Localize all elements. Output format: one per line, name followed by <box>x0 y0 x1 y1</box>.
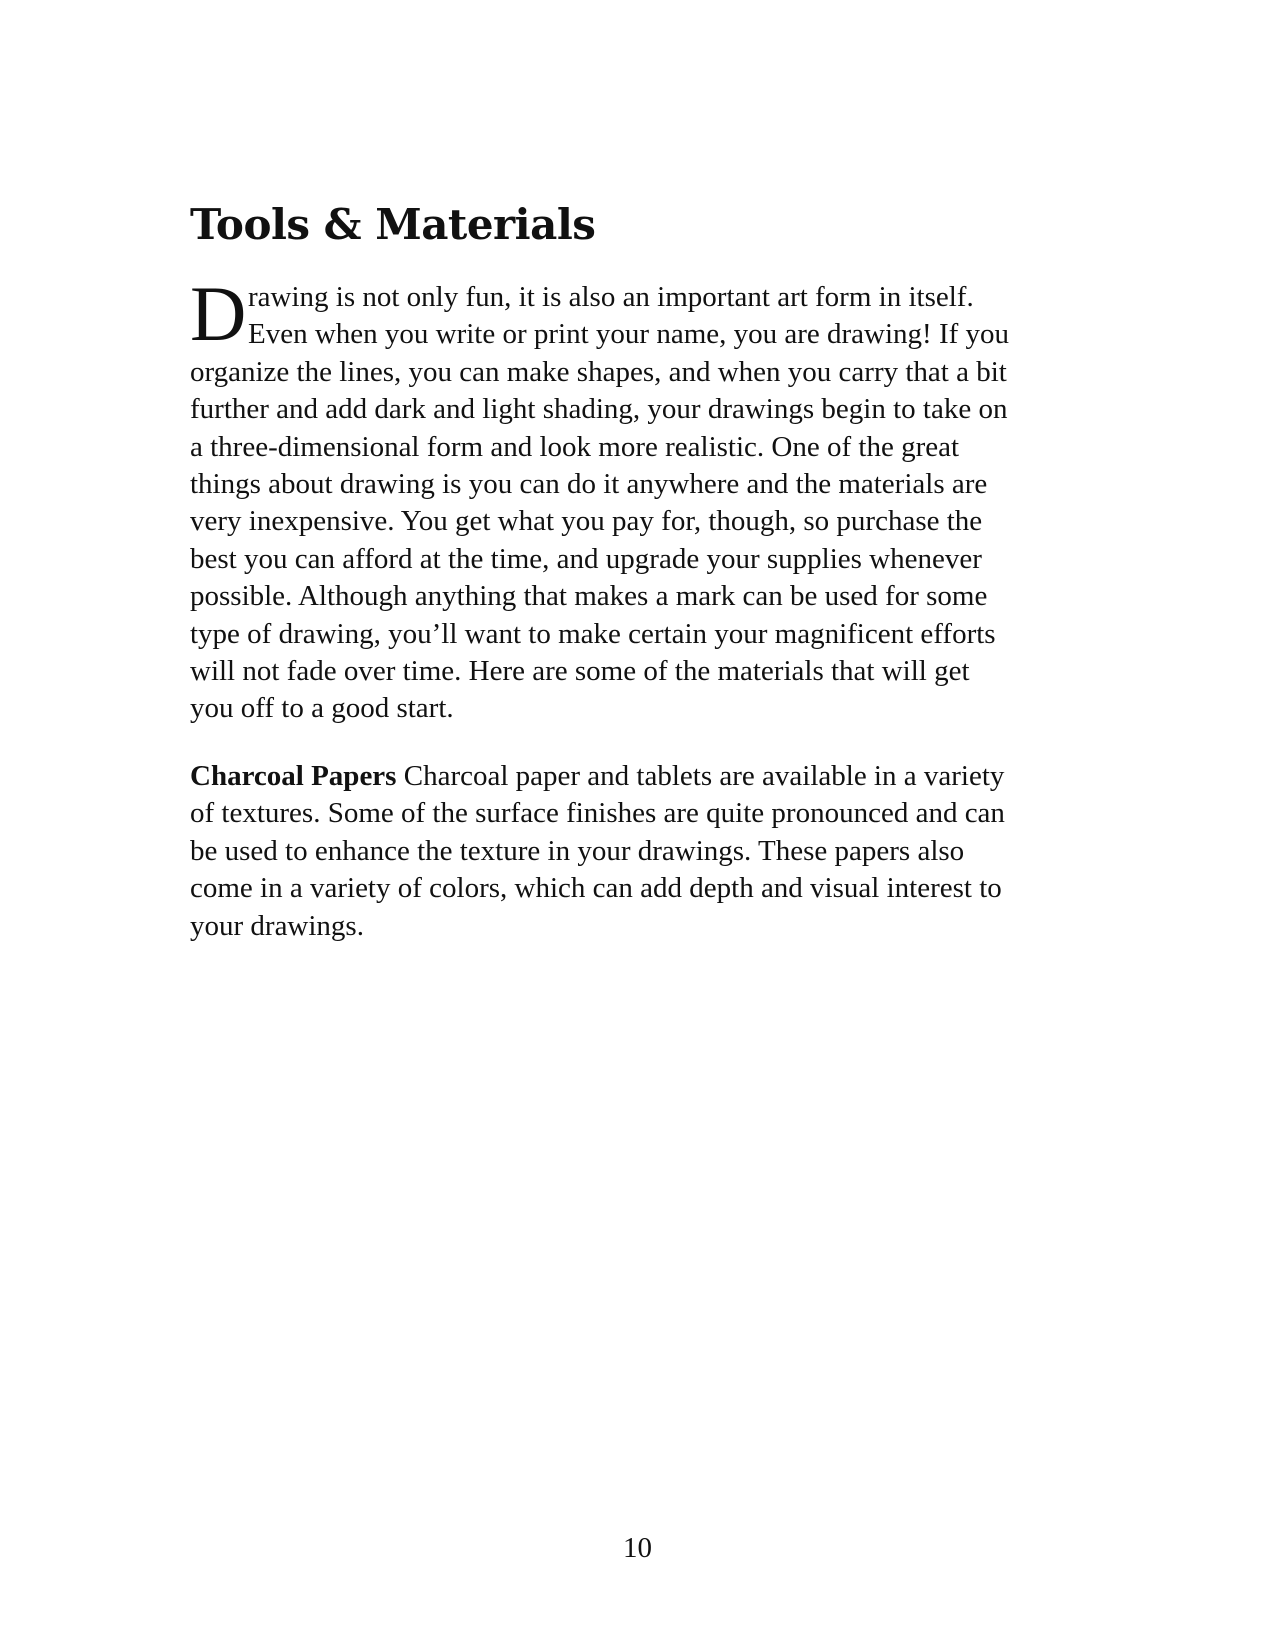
intro-line: organize the lines, you can make shapes, and when you carry that a bit <box>190 355 1007 388</box>
intro-line: very inexpensive. You get what you pay for, though, so purchase the <box>190 505 983 538</box>
drop-cap: D <box>190 270 247 357</box>
charcoal-line: of textures. Some of the surface finishes are quite pronounced and can <box>190 797 1005 830</box>
intro-line-text: rawing is not only fun, it is also an important art form in itself. <box>248 281 974 313</box>
charcoal-line <box>190 758 1090 795</box>
intro-line: things about drawing is you can do it anywhere and the materials are <box>190 468 988 501</box>
intro-line: further and add dark and light shading, your drawings begin to take on <box>190 393 1008 426</box>
charcoal-line: be used to enhance the texture in your drawings. These papers also <box>190 834 965 867</box>
intro-line: possible. Although anything that makes a mark can be used for some <box>190 580 988 613</box>
intro-line: a three-dimensional form and look more realistic. One of the great <box>190 430 960 463</box>
section-heading: Tools & Materials <box>190 200 596 249</box>
intro-line: best you can afford at the time, and upgrade your supplies whenever <box>190 542 982 575</box>
intro-paragraph <box>190 270 1090 728</box>
page-number: 10 <box>623 1532 652 1564</box>
charcoal-papers-term: Charcoal Papers <box>190 759 397 792</box>
charcoal-papers-paragraph <box>190 758 1090 945</box>
intro-line: type of drawing, you’ll want to make certain your magnificent efforts <box>190 617 996 650</box>
charcoal-line: your drawings. <box>190 909 364 942</box>
paragraph-spacer <box>190 728 1090 758</box>
intro-line: will not fade over time. Here are some of the materials that will get <box>190 655 970 688</box>
intro-line: Even when you write or print your name, you are drawing! If you <box>248 318 1010 351</box>
charcoal-line-text: Charcoal paper and tablets are available in a variety <box>396 759 1005 792</box>
body-text <box>190 270 1090 945</box>
intro-line: you off to a good start. <box>190 692 454 725</box>
charcoal-line: come in a variety of colors, which can add depth and visual interest to <box>190 872 1002 905</box>
